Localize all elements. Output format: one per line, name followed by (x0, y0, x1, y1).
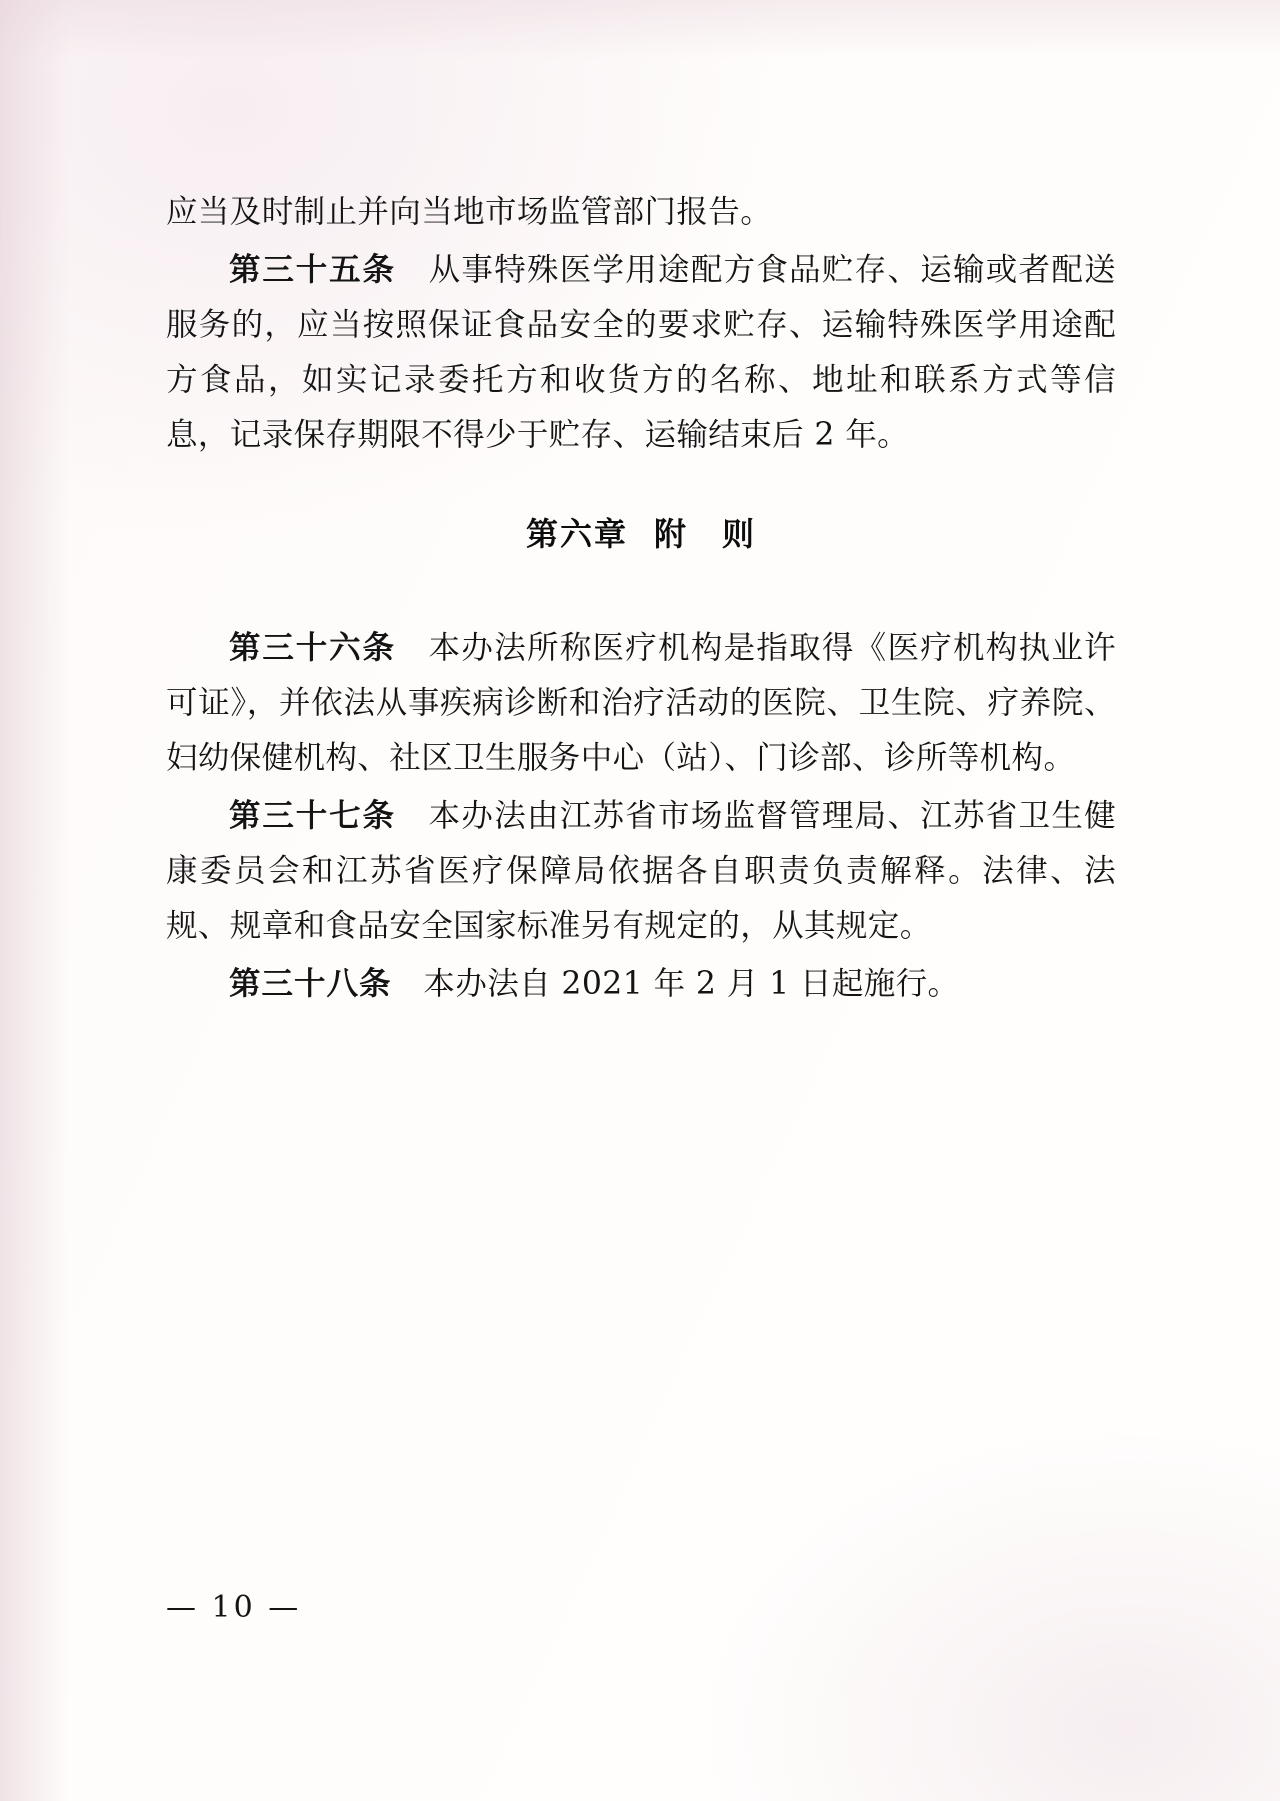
article-label: 第三十五条 (229, 251, 396, 288)
page-text-column (166, 185, 1116, 1014)
paragraph-text: 本办法所称医疗机构是指取得《医疗机构执业许可证》，并依法从事疾病诊断和治疗活动的医院、卫生院、疗养院、妇幼保健机构、社区卫生服务中心（站）、门诊部、诊所等机构。 (166, 630, 1116, 776)
article-label: 第三十六条 (229, 629, 396, 666)
paragraph-text: 应当及时制止并向当地市场监管部门报告。 (166, 194, 773, 230)
paragraph-continued-article-34 (166, 185, 1116, 240)
chapter-number: 第六章 (525, 515, 628, 553)
page-number: — 10 — (166, 1590, 302, 1625)
chapter-heading (166, 507, 1116, 562)
paragraph-text: 从事特殊医学用途配方食品贮存、运输或者配送服务的，应当按照保证食品安全的要求贮存、运输特殊医学用途配方食品，如实记录委托方和收货方的名称、地址和联系方式等信息，记录保存期限不得少于贮存、运输结束后 2 年。 (166, 252, 1116, 453)
paragraph-article-38 (166, 956, 1116, 1012)
article-label: 第三十七条 (229, 797, 396, 834)
paragraph-article-37 (166, 788, 1116, 954)
paragraph-text: 本办法由江苏省市场监督管理局、江苏省卫生健康委员会和江苏省医疗保障局依据各自职责负责解释。法律、法规、规章和食品安全国家标准另有规定的，从其规定。 (166, 798, 1116, 944)
article-label: 第三十八条 (229, 965, 392, 1002)
paragraph-article-36 (166, 620, 1116, 786)
paragraph-text: 本办法自 2021 年 2 月 1 日起施行。 (391, 966, 960, 1002)
chapter-title: 附 则 (654, 515, 757, 553)
paragraph-article-35 (166, 242, 1116, 463)
